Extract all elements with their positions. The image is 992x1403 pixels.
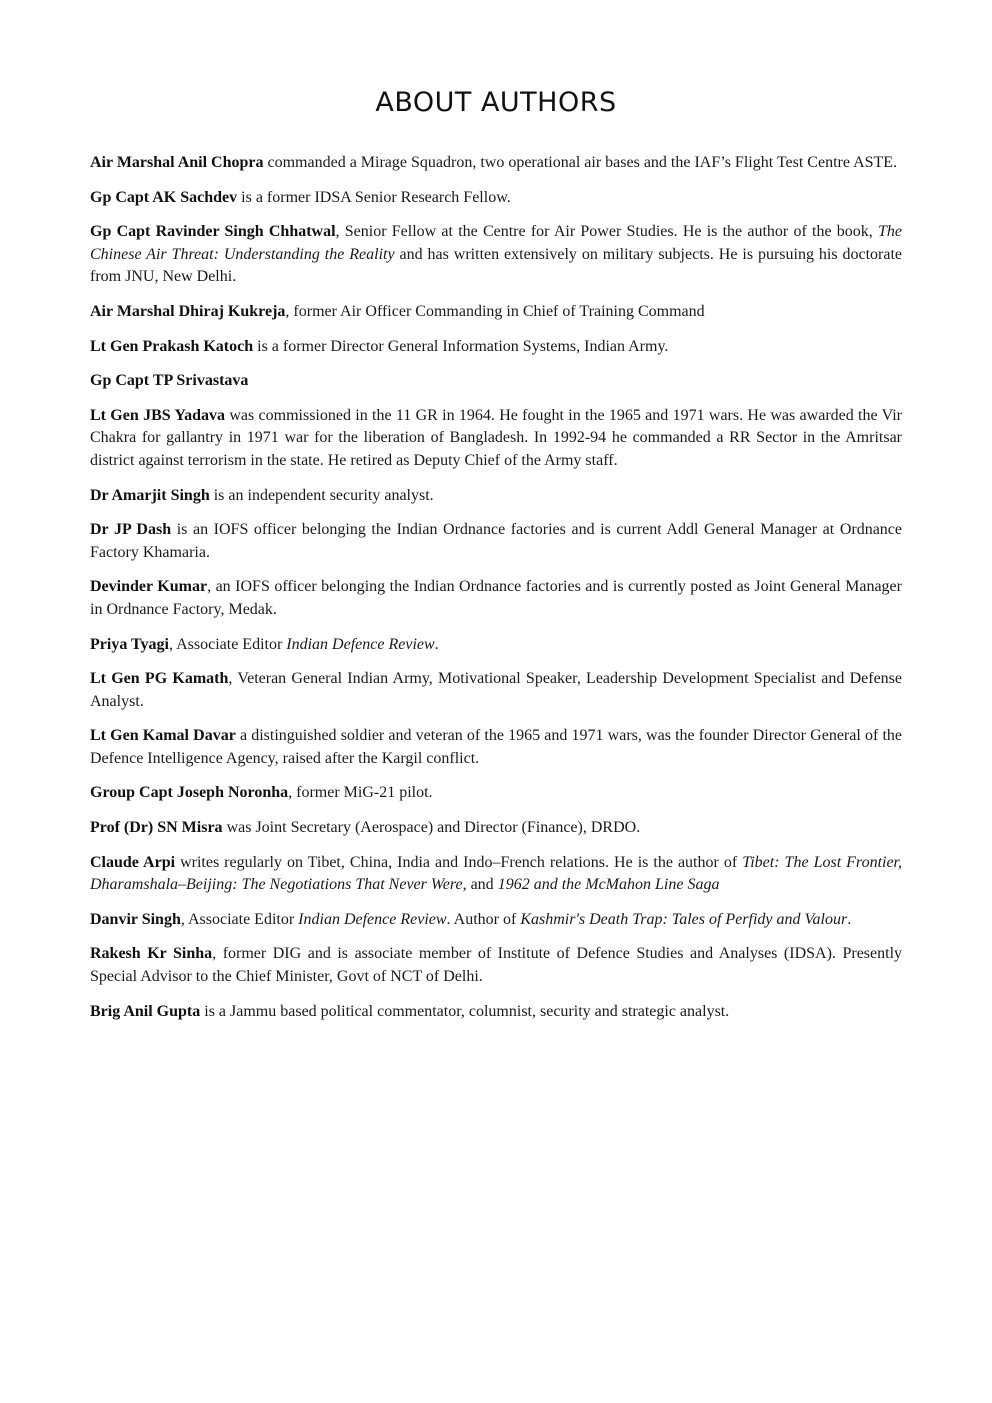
author-bio xyxy=(90,152,902,175)
author-name: Lt Gen JBS Yadava xyxy=(90,406,226,424)
author-bio xyxy=(90,485,902,508)
author-name: Group Capt Joseph Noronha xyxy=(90,784,289,802)
publication-title: Kashmir's Death Trap: Tales of Perfidy and Valour xyxy=(520,910,848,928)
author-bio xyxy=(90,852,902,897)
bio-text: a distinguished soldier and veteran of the 1965 and 1971 wars, was the founder Director General of the Defence Intelligence Agency, raised after the Kargil conflict. xyxy=(90,727,902,767)
author-name: Danvir Singh xyxy=(90,910,181,928)
author-bio xyxy=(90,405,902,473)
bio-text: is an IOFS officer belonging the Indian Ordnance factories and is current Addl General Manager at Ordnance Factory Khamaria. xyxy=(90,521,903,561)
author-bio xyxy=(90,370,902,393)
author-name: Brig Anil Gupta xyxy=(90,1002,201,1020)
bio-text: , Associate Editor xyxy=(180,910,299,928)
author-name: Prof (Dr) SN Misra xyxy=(90,819,223,837)
author-name: Air Marshal Dhiraj Kukreja xyxy=(90,302,286,320)
bio-text: was Joint Secretary (Aerospace) and Director (Finance), DRDO. xyxy=(222,819,641,837)
bio-text: , Associate Editor xyxy=(168,635,287,653)
author-name: Gp Capt Ravinder Singh Chhatwal xyxy=(90,223,336,241)
bio-text: , former MiG-21 pilot. xyxy=(288,784,433,802)
author-bio xyxy=(90,301,902,324)
bio-text: writes regularly on Tibet, China, India and Indo–French relations. He is the author of xyxy=(175,853,743,871)
author-bio xyxy=(90,1001,902,1024)
page-title: ABOUT AUTHORS xyxy=(375,87,617,118)
author-name: Lt Gen Prakash Katoch xyxy=(90,337,254,355)
author-name: Lt Gen PG Kamath xyxy=(90,670,229,688)
publication-title: 1962 and the McMahon Line Saga xyxy=(497,876,720,894)
author-bio xyxy=(90,668,902,713)
author-bio xyxy=(90,817,902,840)
author-bio xyxy=(90,909,902,932)
bio-text: was commissioned in the 11 GR in 1964. He fought in the 1965 and 1971 wars. He was awarded the Vir Chakra for gallantry in 1971 war for the liberation of Bangladesh. In 1992-94 he commanded a RR Sector in the Amritsar district against terrorism in the state. He retired as Deputy Chief of the Army staff. xyxy=(90,406,902,469)
bio-text: and xyxy=(466,876,498,894)
author-bio-list xyxy=(90,152,902,1023)
bio-text: , former DIG and is associate member of Institute of Defence Studies and Analyses (IDSA). Presently Special Advisor to the Chief Minister, Govt of NCT of Delhi. xyxy=(90,945,903,986)
publication-title: Indian Defence Review xyxy=(298,910,447,928)
author-bio xyxy=(90,336,902,359)
bio-text: is a former Director General Information Systems, Indian Army. xyxy=(253,337,669,355)
author-name: Gp Capt AK Sachdev xyxy=(90,188,238,206)
document-page xyxy=(90,0,902,1035)
bio-text: , Senior Fellow at the Centre for Air Power Studies. He is the author of the book, xyxy=(335,223,879,241)
bio-text: . xyxy=(847,910,852,928)
author-name: Lt Gen Kamal Davar xyxy=(90,727,236,745)
author-name: Air Marshal Anil Chopra xyxy=(90,154,264,171)
publication-title: The Chinese Air Threat: Understanding the Reality xyxy=(90,223,903,263)
author-name: Gp Capt TP Srivastava xyxy=(90,372,249,390)
bio-text: . Author of xyxy=(446,910,521,928)
author-bio xyxy=(90,782,902,805)
author-name: Devinder Kumar xyxy=(90,578,208,596)
bio-text: , Veteran General Indian Army, Motivational Speaker, Leadership Development Specialist and Defense Analyst. xyxy=(90,670,902,710)
bio-text: , an IOFS officer belonging the Indian Ordnance factories and is currently posted as Joint General Manager in Ordnance Factory, Medak. xyxy=(90,578,902,618)
author-name: Dr JP Dash xyxy=(90,521,172,539)
author-name: Priya Tyagi xyxy=(90,635,169,653)
bio-text: commanded a Mirage Squadron, two operational air bases and the IAF’s Flight Test Centre ASTE. xyxy=(263,154,898,171)
author-bio xyxy=(90,519,902,564)
author-bio xyxy=(90,634,902,657)
bio-text: is a former IDSA Senior Research Fellow. xyxy=(237,188,511,206)
author-name: Dr Amarjit Singh xyxy=(90,486,210,504)
author-bio xyxy=(90,725,902,770)
author-bio xyxy=(90,576,902,621)
publication-title: Tibet: The Lost Frontier, Dharamshala–Beijing: The Negotiations That Never Were, xyxy=(90,853,903,894)
author-bio xyxy=(90,221,902,289)
bio-text: . xyxy=(434,635,439,653)
bio-text: is an independent security analyst. xyxy=(209,486,434,504)
bio-text: is a Jammu based political commentator, columnist, security and strategic analyst. xyxy=(200,1002,730,1020)
author-bio xyxy=(90,187,902,210)
author-bio xyxy=(90,943,902,988)
bio-text: and has written extensively on military subjects. He is pursuing his doctorate from JNU, New Delhi. xyxy=(90,245,903,286)
author-name: Claude Arpi xyxy=(90,853,176,871)
author-name: Rakesh Kr Sinha xyxy=(90,945,213,963)
publication-title: Indian Defence Review xyxy=(286,635,435,653)
bio-text: , former Air Officer Commanding in Chief of Training Command xyxy=(285,302,705,320)
